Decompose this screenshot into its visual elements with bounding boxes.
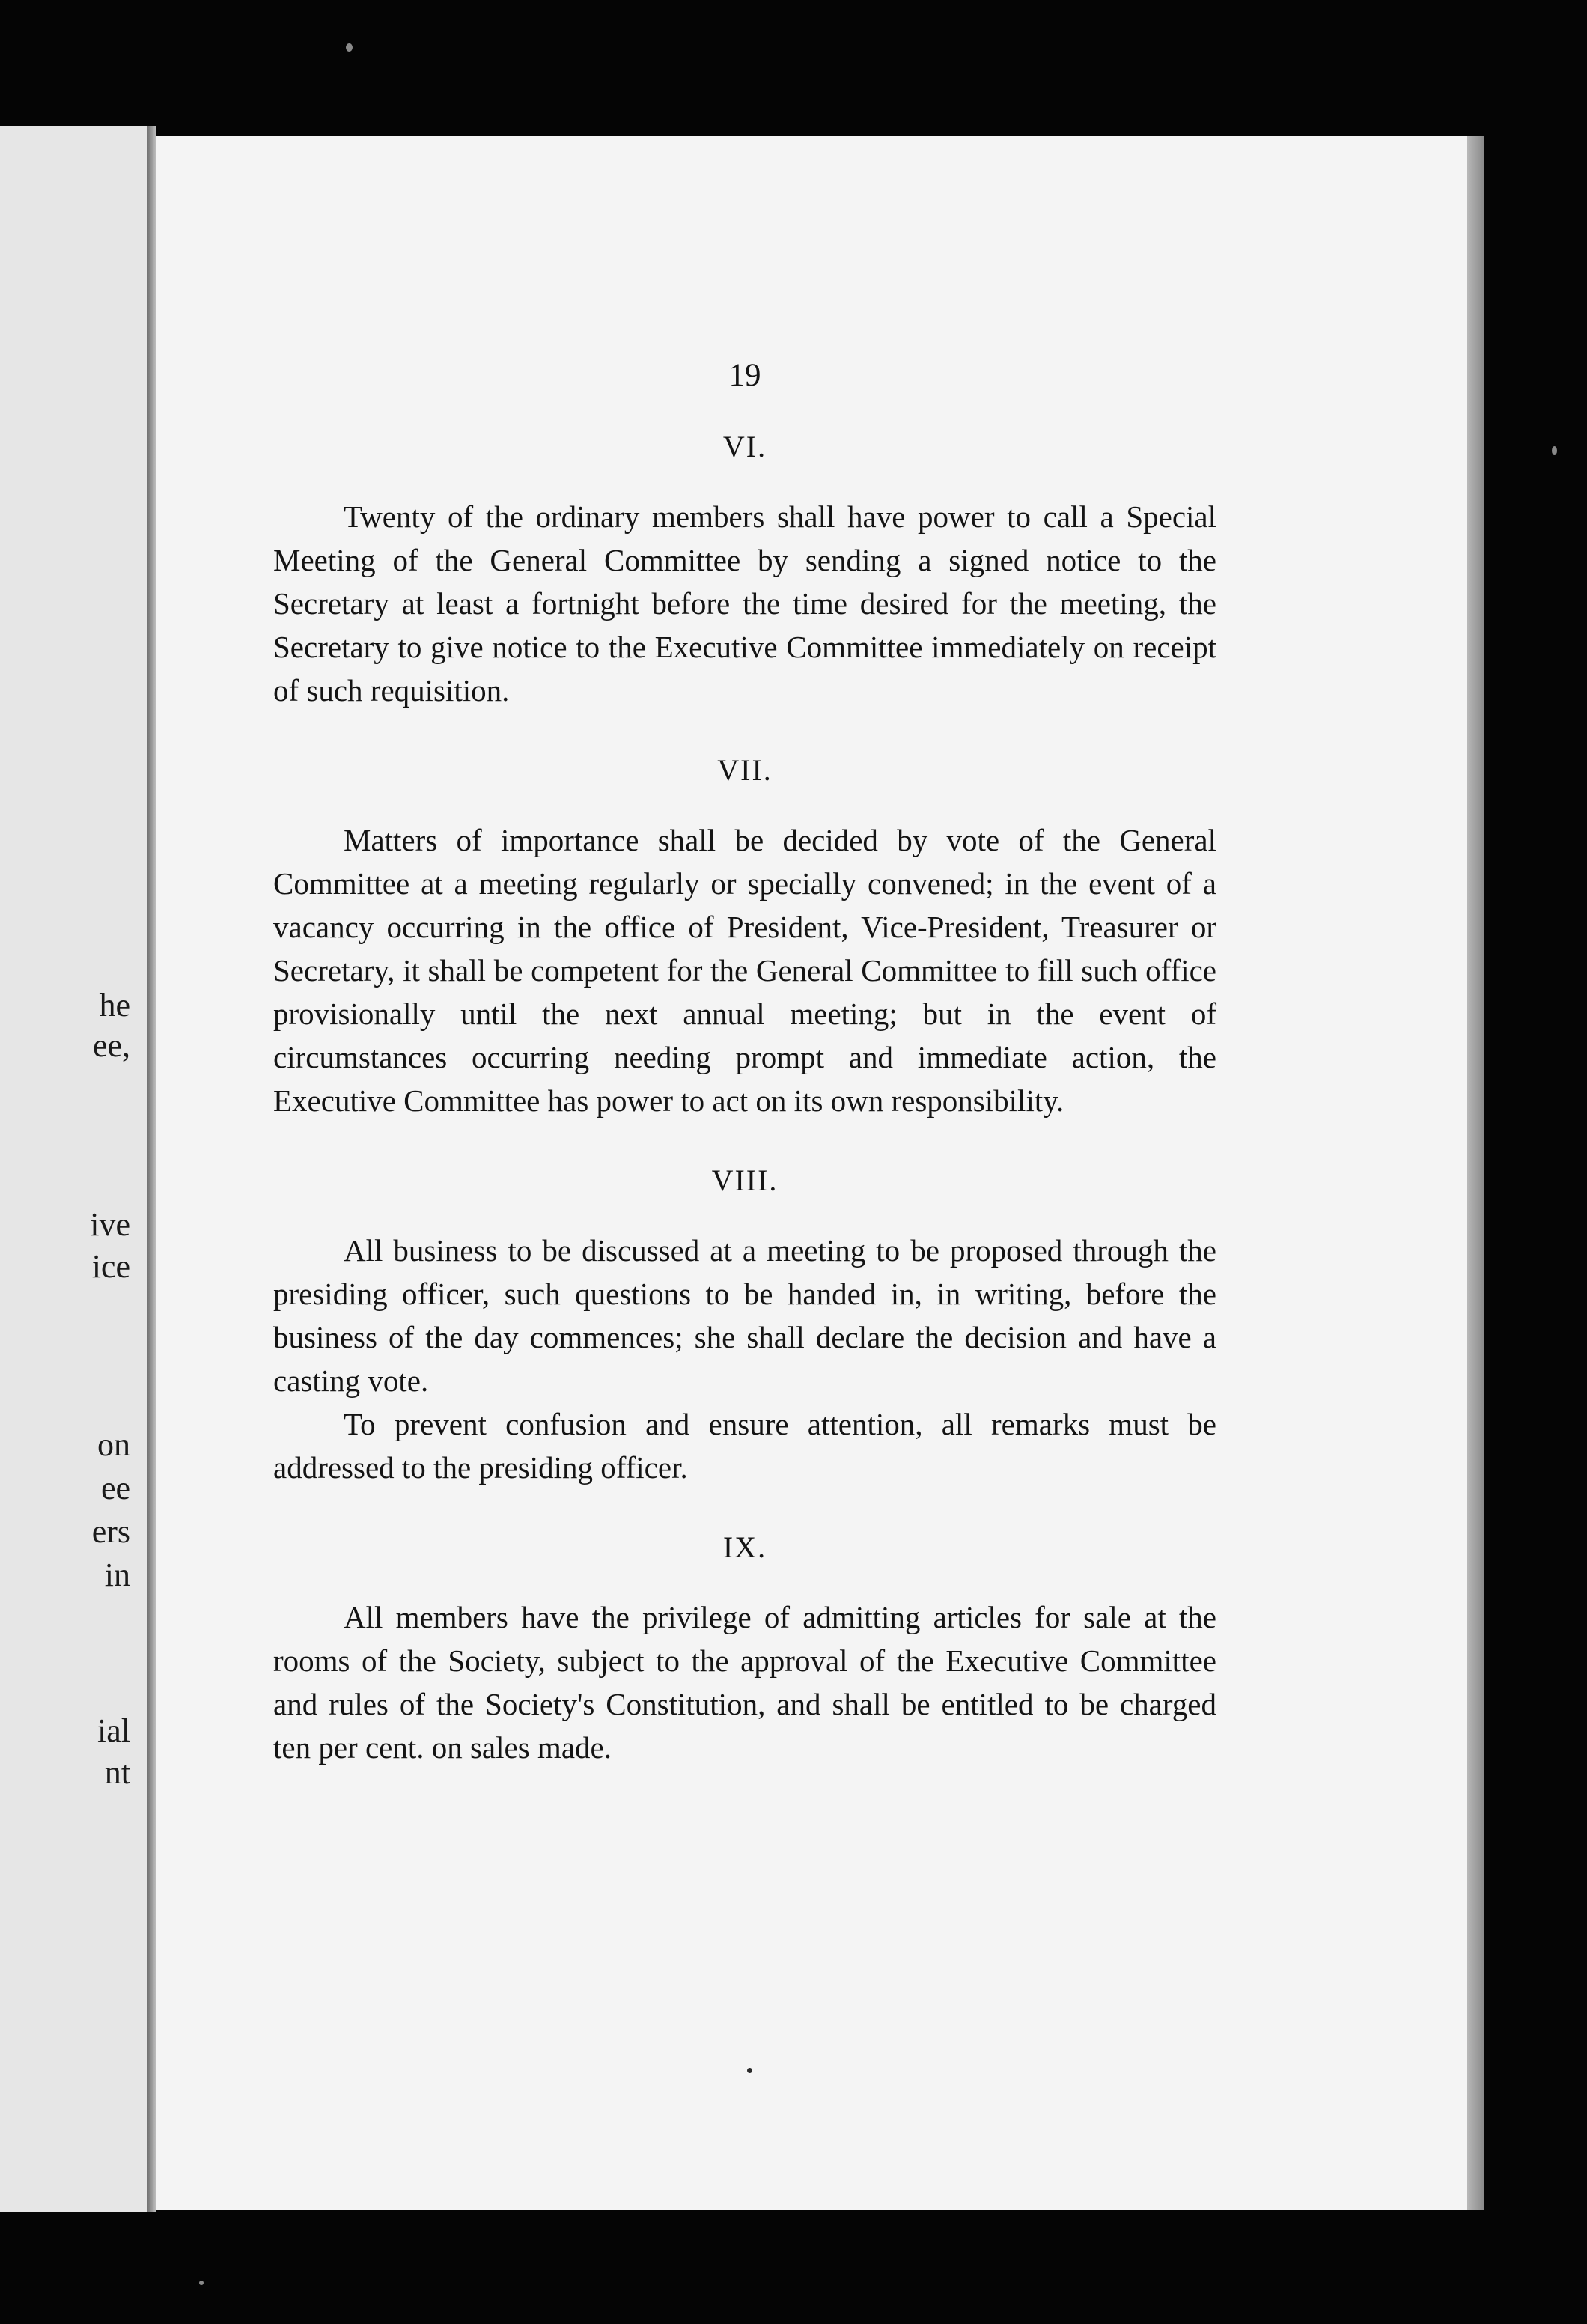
section-ix-paragraph: All members have the privilege of admitting articles for sale at the rooms of the Society, subject to the approval of the Executive Committee and rules of the Society's Constitution, and shall be entitled to be charged ten per cent. on sales made. — [273, 1600, 1216, 1765]
page-number: 19 — [728, 358, 761, 393]
facing-page-fragment: ers — [91, 1513, 130, 1550]
book-gutter — [147, 126, 156, 2212]
facing-page-fragment: ive — [90, 1206, 130, 1243]
facing-page-fragment: in — [104, 1557, 130, 1593]
scan-speck — [199, 2281, 204, 2285]
facing-page-fragment: ee, — [92, 1027, 130, 1064]
facing-page-fragment: nt — [104, 1754, 130, 1791]
section-vi-paragraph: Twenty of the ordinary members shall have power to call a Special Meeting of the General Committee by sending a signed notice to the Secretary at least a fortnight before the time desired for the meeting, the Secretary to give notice to the Executive Committee immediately on receipt of such requisition. — [273, 499, 1216, 708]
scan-speck — [1552, 446, 1557, 455]
section-viii-paragraph: To prevent confusion and ensure attention, all remarks must be addressed to the presiding officer. — [273, 1407, 1216, 1485]
section-vii-paragraph: Matters of importance shall be decided by vote of the General Committee at a meeting regularly or specially convened; in the event of a vacancy occurring in the office of President, Vice-President, Treasurer or Secretary, it shall be competent for the General Committee to fill such office provisionally until the next annual meeting; but in the event of circumstances occurring needing prompt and immediate action, the Executive Committee has power to act on its own responsibility. — [273, 823, 1216, 1118]
page-edge — [1467, 136, 1484, 2210]
facing-page-fragment: ee — [100, 1470, 130, 1506]
section-heading-vii: VII. — [717, 753, 773, 787]
page — [156, 136, 1467, 2210]
page-dot — [747, 2068, 752, 2073]
facing-page — [0, 126, 147, 2212]
facing-page-fragment: on — [97, 1426, 130, 1463]
facing-page-fragment: ial — [97, 1712, 130, 1749]
section-heading-viii: VIII. — [711, 1163, 779, 1197]
scan-speck — [346, 43, 353, 52]
section-heading-vi: VI. — [722, 430, 767, 463]
facing-page-fragment: he — [99, 987, 130, 1023]
section-viii-paragraph: All business to be discussed at a meeting to be proposed through the presiding officer, such questions to be handed in, in writing, before the business of the day commences; she shall declare the decision and have a casting vote. — [273, 1233, 1216, 1398]
facing-page-fragment: ice — [91, 1248, 130, 1285]
section-heading-ix: IX. — [722, 1530, 767, 1564]
page-text — [273, 359, 1216, 1769]
